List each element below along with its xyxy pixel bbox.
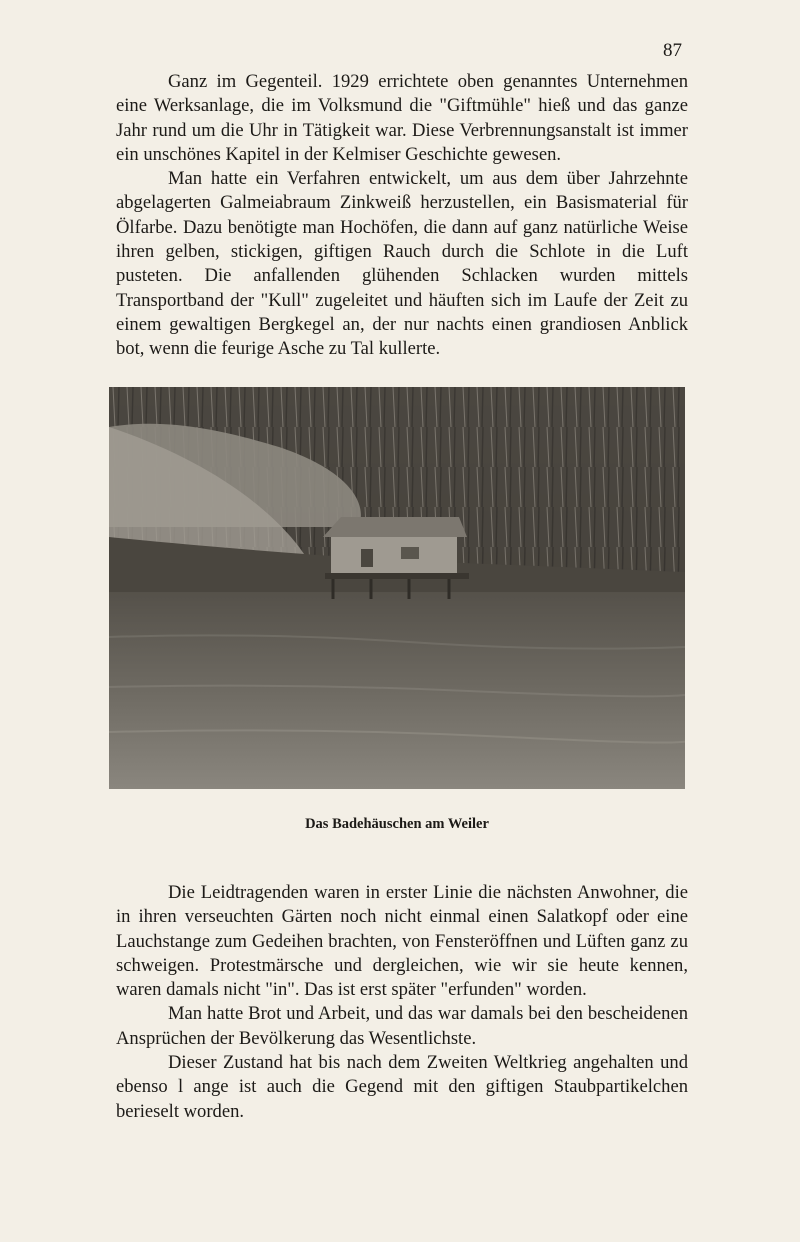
bathhouse-photo [109,387,685,789]
paragraph-3: Die Leidtragenden waren in erster Linie die nächsten Anwohner, die in ihren verseuchten Gärten noch nicht einmal einen Salatkopf oder eine Lauchstange zum Gedeihen brachten, von Fensteröffnen und Lüften ganz zu schweigen. Protestmärsche und dergleichen, wie wir sie heute kennen, waren damals nicht "in". Das ist erst später "erfunden" worden. [116,882,688,1001]
paragraph-2: Man hatte ein Verfahren entwickelt, um aus dem über Jahrzehnte abgelagerten Galmeiabraum Zinkweiß herzustellen, ein Basismaterial für Ölfarbe. Dazu benötigte man Hochöfen, die dann auf ganz natürliche Weise ihren gelben, stickigen, giftigen Rauch durch die Schlote in die Luft pusteten. Die anfallenden glühenden Schlacken wurden mittels Transportband der "Kull" zugeleitet und häuften sich im Laufe der Zeit zu einem gewaltigen Bergkegel an, der nur nachts einen grandiosen Anblick bot, wenn die feurige Asche zu Tal kullerte. [116,168,688,360]
paragraph-4: Man hatte Brot und Arbeit, und das war damals bei den bescheidenen Ansprüchen der Bevölkerung das Wesentlichste. [116,1003,688,1049]
paragraph-1: Ganz im Gegenteil. 1929 errichtete oben genanntes Unternehmen eine Werksanlage, die im Volksmund die "Giftmühle" hieß und das ganze Jahr rund um die Uhr in Tätigkeit war. Diese Verbrennungsanstalt ist immer ein unschönes Kapitel in der Kelmiser Geschichte gewesen. [116,71,688,165]
top-text-block [116,70,688,362]
paragraph-5: Dieser Zustand hat bis nach dem Zweiten Weltkrieg angehalten und ebenso l ange ist auch die Gegend mit den giftigen Staubpartikelchen berieselt worden. [116,1052,688,1122]
bottom-text-block [116,881,688,1124]
figure-caption: Das Badehäuschen am Weiler [305,816,489,832]
bathhouse-photo-image [109,387,685,789]
page-number: 87 [663,40,682,61]
